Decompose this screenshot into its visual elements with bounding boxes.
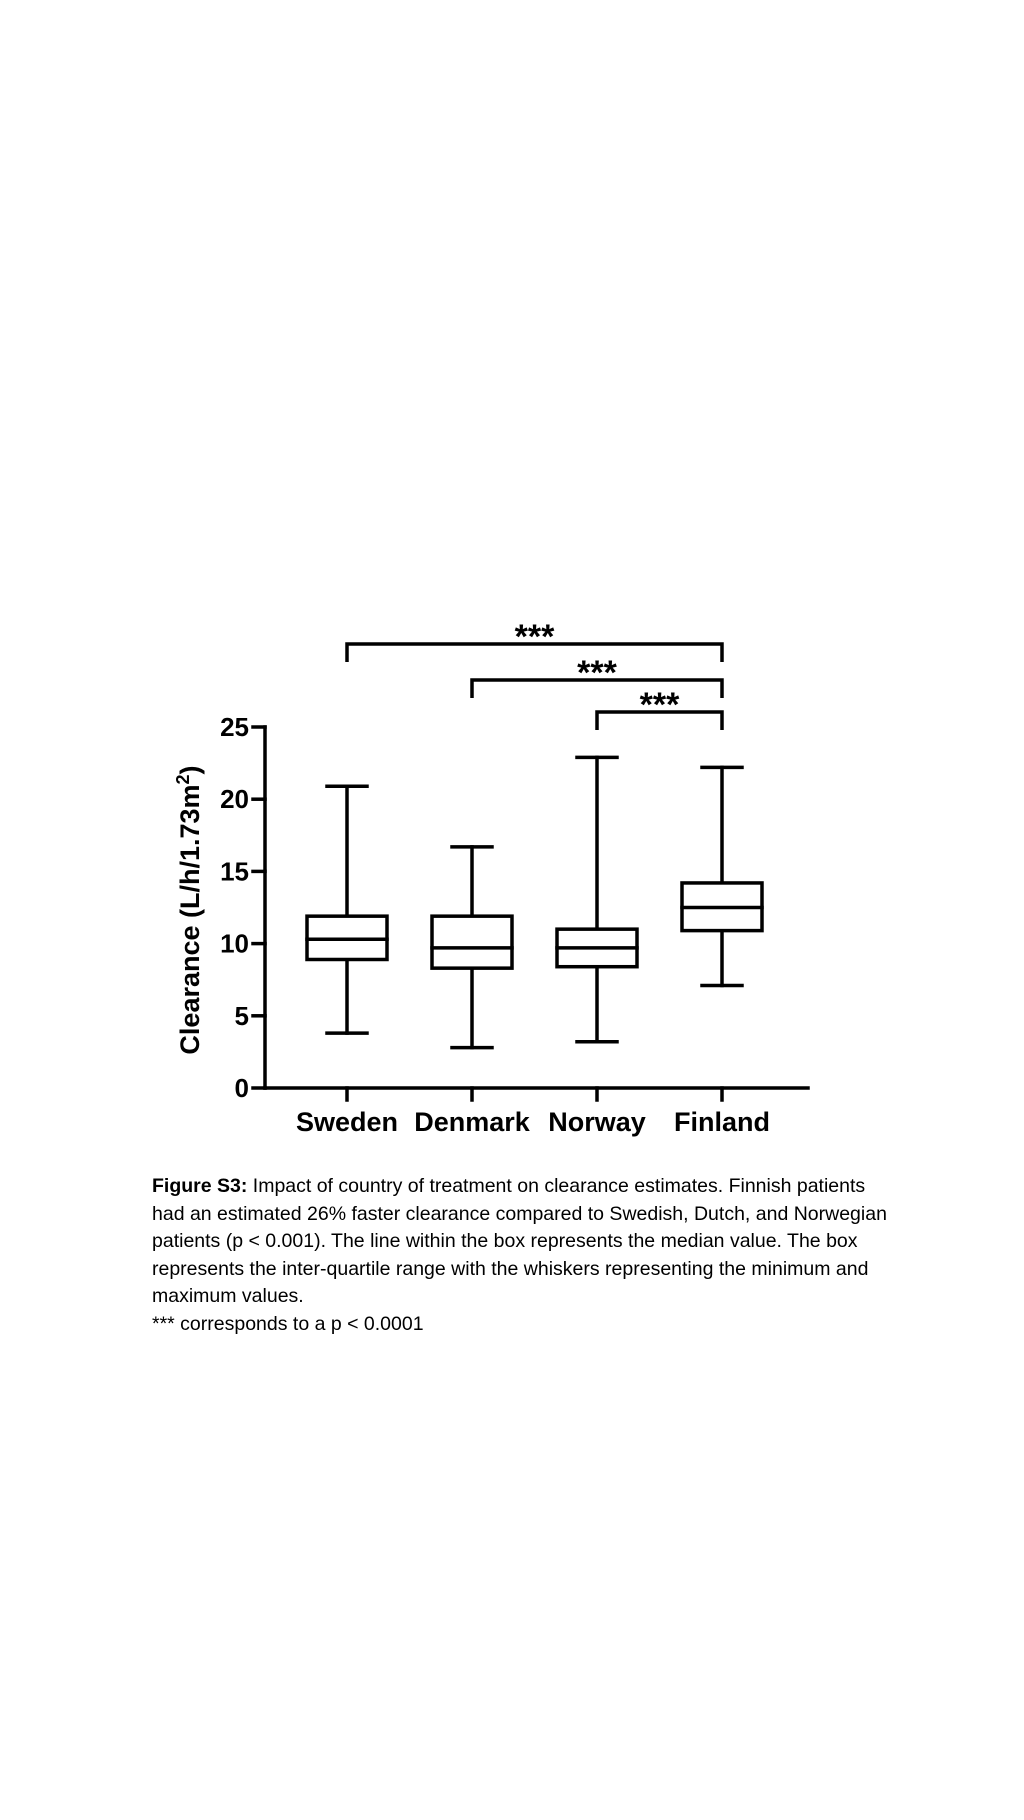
y-tick-label-25: 25 (220, 712, 249, 742)
caption-paragraph (152, 1173, 892, 1311)
significance-brackets (347, 618, 722, 730)
y-tick-label-5: 5 (234, 1000, 249, 1031)
y-tick-label-10: 10 (220, 928, 249, 959)
sig-label-norway-vs-finland: *** (639, 686, 680, 724)
y-axis-label (173, 765, 205, 1054)
x-tick-label-denmark: Denmark (414, 1107, 530, 1137)
box-norway (557, 757, 637, 1041)
box-sweden (307, 786, 387, 1033)
figure-label: Figure S3: (152, 1175, 248, 1197)
y-tick-label-15: 15 (220, 856, 249, 887)
y-axis-label-group (173, 765, 205, 1054)
box-finland (682, 767, 762, 985)
caption-text: Impact of country of treatment on clearance estimates. Finnish patients had an estimated 26% faster clearance compared to Swedish, Dutch, and Norwegian patients (p < 0.001). The line within the box represents the median value. The box represents the inter-quartile range with the whiskers representing the minimum and maximum values. (152, 1175, 887, 1307)
sig-bracket-norway-vs-finland (597, 686, 722, 730)
y-axis-label-close: ) (175, 765, 205, 775)
y-tick-label-0: 0 (234, 1073, 249, 1103)
y-axis-label-main: Clearance (L/h/1.73m (175, 784, 205, 1055)
x-tick-label-norway: Norway (548, 1107, 646, 1137)
y-tick-label-20: 20 (220, 784, 249, 815)
sig-label-denmark-vs-finland: *** (577, 654, 617, 692)
sig-label-sweden-vs-finland: *** (514, 618, 555, 656)
sig-bracket-denmark-vs-finland (472, 654, 722, 698)
x-tick-label-finland: Finland (674, 1107, 770, 1137)
sig-bracket-sweden-vs-finland (347, 618, 722, 662)
box-denmark (432, 847, 512, 1048)
caption-note: *** corresponds to a p < 0.0001 (152, 1312, 424, 1335)
y-axis-label-superscript: 2 (173, 774, 193, 785)
boxes (307, 757, 762, 1047)
figure-caption (152, 1173, 892, 1338)
iqr-box-denmark (432, 916, 512, 968)
x-tick-label-sweden: Sweden (295, 1107, 399, 1137)
